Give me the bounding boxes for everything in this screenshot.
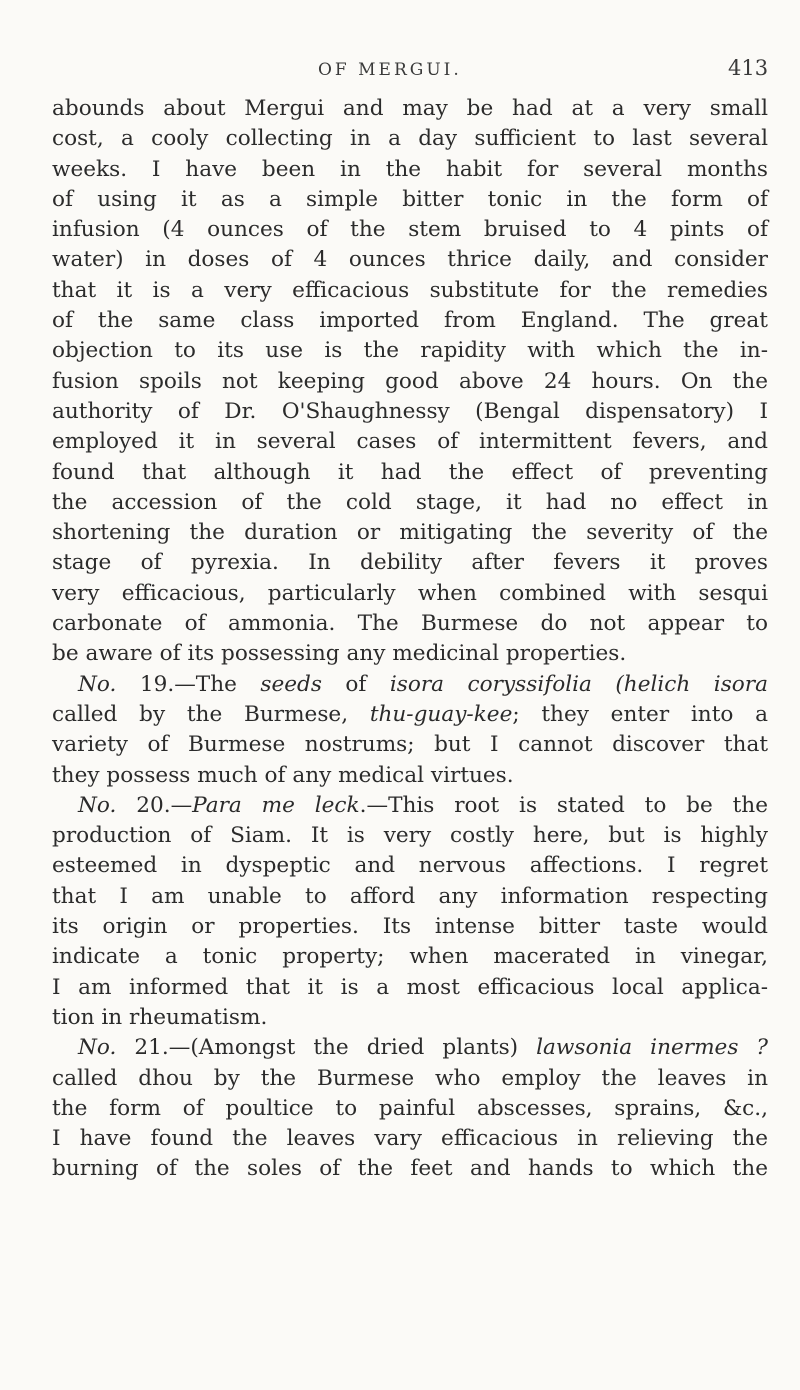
text-line: employed it in several cases of intermittent fevers, and — [52, 429, 768, 455]
text-line: fusion spoils not keeping good above 24 hours. On the — [52, 368, 768, 394]
text-line: shortening the duration or mitigating the severity of the — [52, 520, 768, 546]
text-line: cost, a cooly collecting in a day sufficient to last several — [52, 126, 768, 152]
text-line: the form of poultice to painful abscesses, sprains, &c., — [52, 1095, 768, 1121]
paragraph-no-21 — [52, 1033, 768, 1184]
text-line: burning of the soles of the feet and hands to which the — [52, 1156, 768, 1182]
text-line: of using it as a simple bitter tonic in the form of — [52, 186, 768, 212]
text-line: authority of Dr. O'Shaughnessy (Bengal dispensatory) I — [52, 398, 768, 424]
text-line: infusion (4 ounces of the stem bruised to 4 pints of — [52, 217, 768, 243]
text-line: of the same class imported from England. The great — [52, 308, 768, 334]
text-line: water) in doses of 4 ounces thrice daily, and consider — [52, 247, 768, 273]
text-line: that it is a very efficacious substitute for the remedies — [52, 277, 768, 303]
text-line: weeks. I have been in the habit for several months — [52, 156, 768, 182]
entry-heading-line — [52, 1033, 768, 1063]
text-line: production of Siam. It is very costly here, but is highly — [52, 823, 768, 849]
entry-lead: 21.—(Amongst the dried plants) — [116, 1035, 537, 1061]
entry-lead: 19.—The — [116, 671, 261, 697]
text-line: I have found the leaves vary efficacious in relieving the — [52, 1126, 768, 1152]
text-segment: ; they enter into a — [512, 701, 768, 727]
text-line: variety of Burmese nostrums; but I cannot discover that — [52, 732, 768, 758]
text-line: objection to its use is the rapidity with which the in- — [52, 338, 768, 364]
page-number: 413 — [728, 56, 769, 80]
text-line: esteemed in dyspeptic and nervous affections. I regret — [52, 853, 768, 879]
text-line: I am informed that it is a most efficacious local applica- — [52, 974, 768, 1000]
text-line — [52, 700, 768, 730]
entry-text: .—This root is stated to be the — [359, 792, 768, 818]
entry-lead: 20.— — [116, 792, 193, 818]
entry-botanical-name: lawsonia inermes ? — [536, 1035, 769, 1061]
paragraph-no-20 — [52, 791, 768, 1033]
text-line: found that although it had the effect of preventing — [52, 459, 768, 485]
text-line: its origin or properties. Its intense bitter taste would — [52, 914, 768, 940]
text-line: the accession of the cold stage, it had no effect in — [52, 489, 768, 515]
entry-heading-line — [52, 791, 768, 821]
entry-term: Para me leck — [192, 792, 360, 818]
running-head — [0, 56, 800, 86]
burmese-name: thu-guay-kee — [369, 701, 513, 727]
text-line: that I am unable to afford any information respecting — [52, 883, 768, 909]
text-line: abounds about Mergui and may be had at a very small — [52, 96, 768, 121]
paragraph-no-19 — [52, 670, 768, 791]
text-line: indicate a tonic property; when macerated in vinegar, — [52, 944, 768, 970]
body-text — [52, 94, 768, 1185]
running-head-title: OF MERGUI. — [318, 60, 462, 80]
text-line: be aware of its possessing any medicinal properties. — [52, 641, 627, 667]
text-line: they possess much of any medical virtues. — [52, 762, 514, 788]
entry-term: seeds — [260, 671, 322, 697]
text-segment: called by the Burmese, — [52, 701, 370, 727]
entry-no-label: No. — [78, 792, 117, 818]
text-line: very efficacious, particularly when combined with sesqui — [52, 580, 768, 606]
entry-connector: of — [321, 671, 390, 697]
text-line: stage of pyrexia. In debility after fevers it proves — [52, 550, 768, 576]
text-line: carbonate of ammonia. The Burmese do not appear to — [52, 611, 768, 637]
text-line: called dhou by the Burmese who employ the leaves in — [52, 1065, 768, 1091]
paragraph-1 — [52, 94, 768, 670]
text-line: tion in rheumatism. — [52, 1004, 268, 1030]
entry-no-label: No. — [78, 671, 117, 697]
entry-no-label: No. — [78, 1035, 117, 1061]
entry-heading-line — [52, 670, 768, 700]
entry-botanical-name: isora coryssifolia (helich isora — [389, 671, 768, 697]
